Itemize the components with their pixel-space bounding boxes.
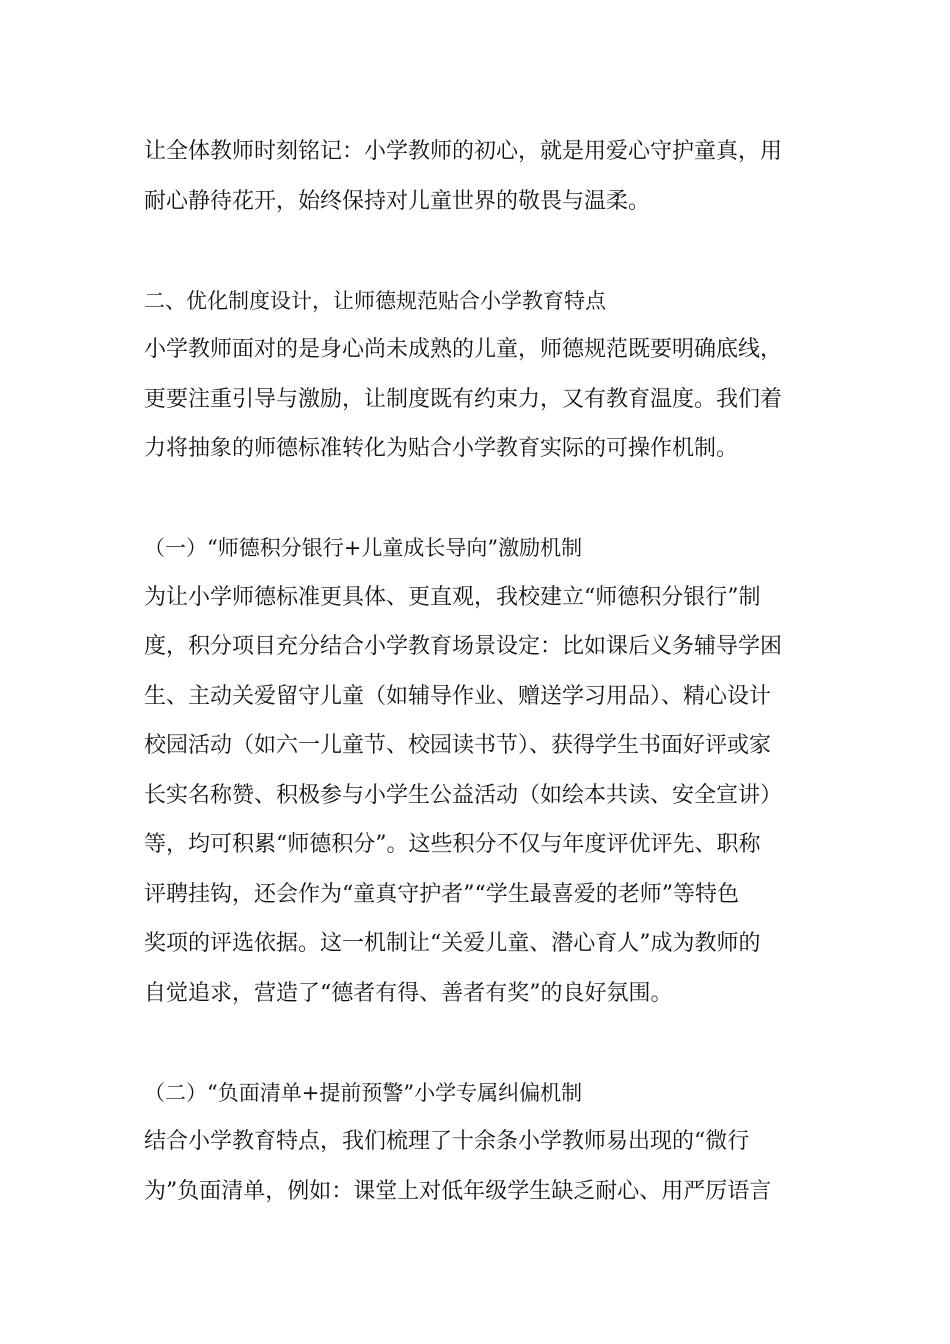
paragraph-line: 更要注重引导与激励，让制度既有约束力，又有教育温度。我们着 bbox=[144, 387, 783, 412]
paragraph-line: 耐心静待花开，始终保持对儿童世界的敬畏与温柔。 bbox=[144, 189, 651, 214]
paragraph-line: 结合小学教育特点，我们梳理了十余条小学教师易出现的“微行 bbox=[144, 1129, 750, 1154]
paragraph-line: 校园活动（如六一儿童节、校园读书节）、获得学生书面好评或家 bbox=[144, 733, 772, 758]
paragraph-line: 长实名称赞、积极参与小学生公益活动（如绘本共读、安全宣讲） bbox=[144, 783, 783, 808]
paragraph-line: 力将抽象的师德标准转化为贴合小学教育实际的可操作机制。 bbox=[144, 436, 739, 461]
subsection-heading: （二）“负面清单+提前预警”小学专属纠偏机制 bbox=[144, 1081, 583, 1105]
section-heading: 二、优化制度设计，让师德规范贴合小学教育特点 bbox=[144, 289, 606, 313]
paragraph-line: 等，均可积累“师德积分”。这些积分不仅与年度评优评先、职称 bbox=[144, 832, 761, 857]
paragraph-line: 小学教师面对的是身心尚未成熟的儿童，师德规范既要明确底线， bbox=[144, 337, 783, 362]
paragraph-line: 为”负面清单，例如：课堂上对低年级学生缺乏耐心、用严厉语言 bbox=[144, 1179, 772, 1204]
paragraph-line: 奖项的评选依据。这一机制让“关爱儿童、潜心育人”成为教师的 bbox=[144, 931, 761, 956]
subsection-heading: （一）“师德积分银行+儿童成长导向”激励机制 bbox=[144, 536, 583, 560]
paragraph-line: 生、主动关爱留守儿童（如辅导作业、赠送学习用品）、精心设计 bbox=[144, 684, 772, 709]
paragraph-line: 让全体教师时刻铭记：小学教师的初心，就是用爱心守护童真，用 bbox=[144, 139, 783, 164]
paragraph-line: 度，积分项目充分结合小学教育场景设定：比如课后义务辅导学困 bbox=[144, 634, 783, 659]
paragraph-line: 评聘挂钩，还会作为“童真守护者”“学生最喜爱的老师”等特色 bbox=[144, 882, 739, 907]
paragraph-line: 为让小学师德标准更具体、更直观，我校建立“师德积分银行”制 bbox=[144, 585, 761, 610]
paragraph-line: 自觉追求，营造了“德者有得、善者有奖”的良好氛围。 bbox=[144, 981, 673, 1006]
